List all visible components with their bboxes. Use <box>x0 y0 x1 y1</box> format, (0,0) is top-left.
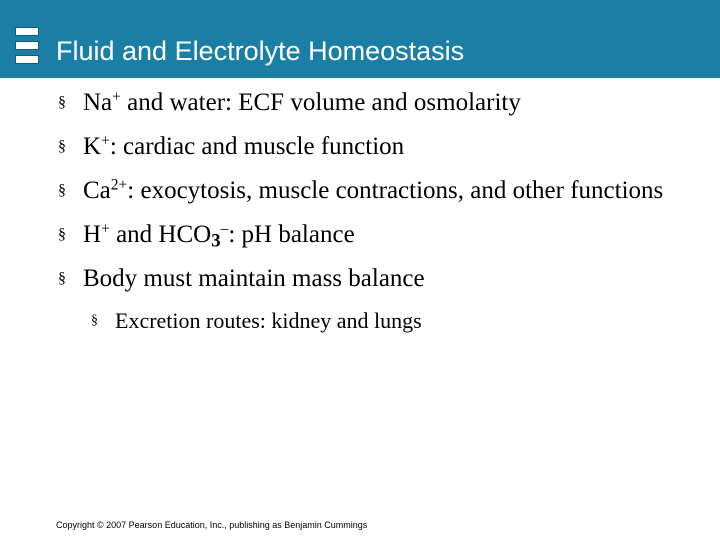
bullet-potassium: § K+: cardiac and muscle function <box>58 132 405 160</box>
stacked-bars-icon <box>15 27 39 65</box>
bullet-marker: § <box>58 138 66 155</box>
bullet-marker: § <box>58 270 66 287</box>
bullet-marker: § <box>58 226 66 243</box>
sub-bullet-excretion: § Excretion routes: kidney and lungs <box>91 308 422 333</box>
bullet-calcium: § $Ca^{2+}$: exocytosis, muscle contractions, and other functions <box>58 176 664 204</box>
bullet-sodium: § Na+ and water: ECF volume and osmolarity <box>58 88 521 116</box>
copyright-footer: Copyright © 2007 Pearson Education, Inc., publishing as Benjamin Cummings <box>56 520 368 530</box>
title-bar <box>0 0 720 78</box>
bullet-mass-balance: § Body must maintain mass balance <box>58 265 425 292</box>
bullet-marker: § <box>58 182 66 199</box>
bullet-ph: § H+ and $HCO_3^-$: pH balance <box>58 220 355 252</box>
slide-title: Fluid and Electrolyte Homeostasis <box>56 36 465 66</box>
bullet-marker: § <box>91 313 98 328</box>
bullet-marker: § <box>58 94 66 111</box>
bullet-list <box>58 88 698 349</box>
